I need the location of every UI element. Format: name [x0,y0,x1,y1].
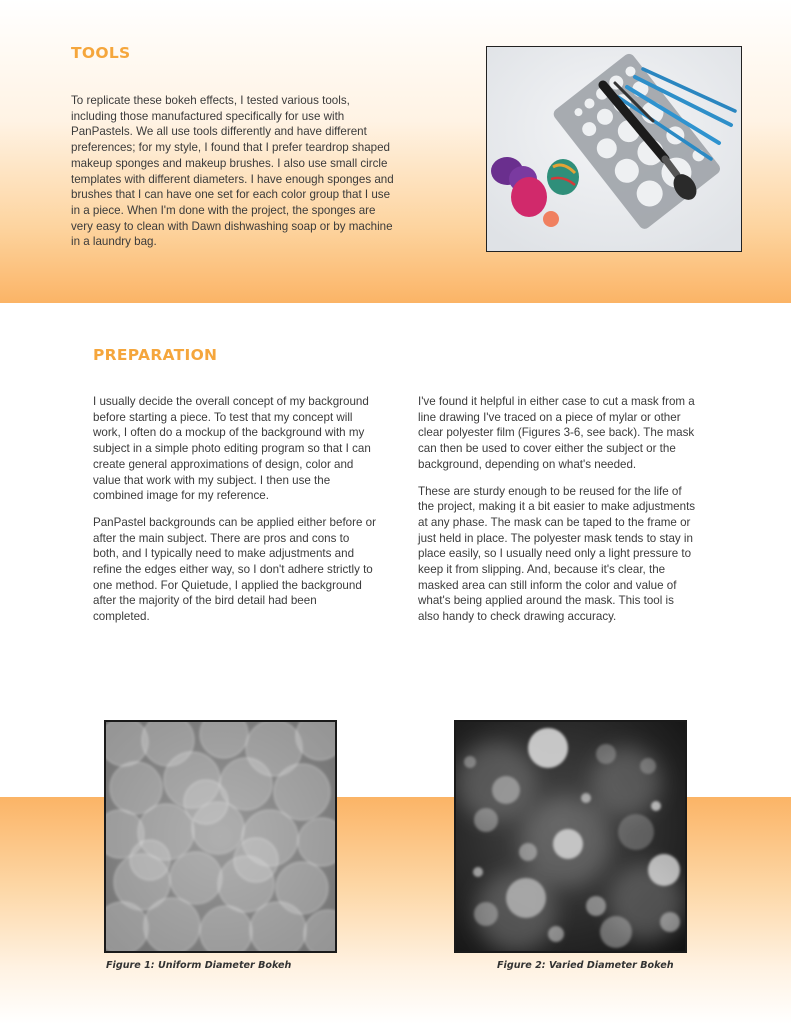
uniform-bokeh-image [106,722,335,951]
preparation-heading: PREPARATION [93,346,218,364]
preparation-right-paragraph-2: These are sturdy enough to be reused for the life of the project, making it a bit easier to make adjustments at any phase. The mask can be taped to the frame or just held in place. The polyester mask tends to stay in place easily, so I usually need only a light pressure to keep it from slipping. And, because it's clear, the masked area can still inform the color and value of what's being applied around the mask. This tool is also handy to check drawing accuracy. [418,484,696,624]
preparation-right-paragraph-1: I've found it helpful in either case to cut a mask from a line drawing I've traced on a piece of mylar or other clear polyester film (Figures 3-6, see back). The mask can then be used to cover either the subject or the background, depending on what's needed. [418,395,695,471]
tools-heading: TOOLS [71,44,131,62]
tools-body [71,93,397,261]
varied-bokeh-image [456,722,685,951]
tools-photo [486,46,742,252]
figure-2-caption: Figure 2: Varied Diameter Bokeh [497,960,674,971]
figure-2-varied-bokeh [454,720,687,953]
preparation-right-column [418,394,698,636]
figure-1-caption: Figure 1: Uniform Diameter Bokeh [106,960,292,971]
preparation-left-column [93,394,376,636]
tools-paragraph: To replicate these bokeh effects, I tested various tools, including those manufactured specifically for use with PanPastels. We all use tools differently and have different preferences; for my style, I found that I prefer teardrop shaped makeup sponges and makeup brushes. I also use small circle templates with different diameters. I have enough sponges and brushes that I can have one set for each color group that I use in a piece. When I'm done with the project, the sponges are very easy to clean with Dawn dishwashing soap or by machine in a laundry bag. [71,94,394,249]
preparation-left-paragraph-1: I usually decide the overall concept of my background before starting a piece. To test that my concept will work, I often do a mockup of the background with my subject in a simple photo editing program so that I can create general approximations of design, color and value that work with my subject. I then use the combined image for my reference. [93,395,371,503]
preparation-left-paragraph-2: PanPastel backgrounds can be applied either before or after the main subject. There are pros and cons to both, and I typically need to make adjustments and refine the edges either way, so I don't adhere strictly to one method. For Quietude, I applied the background after the majority of the bird detail had been completed. [93,515,376,624]
makeup-tools-image [487,47,741,251]
figure-1-uniform-bokeh [104,720,337,953]
